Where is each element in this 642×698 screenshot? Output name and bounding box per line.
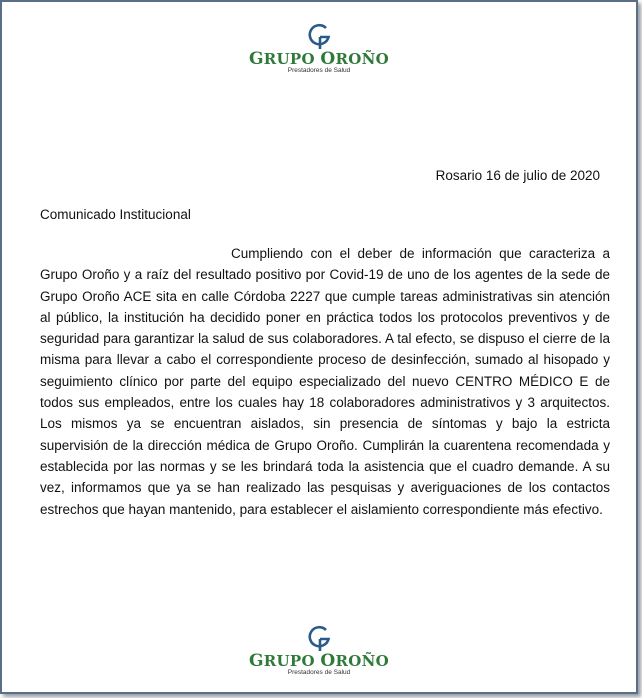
letter-subject: Comunicado Institucional bbox=[40, 207, 191, 222]
letter-date: Rosario 16 de julio de 2020 bbox=[435, 168, 600, 183]
logo-name: GRUPO OROÑO bbox=[248, 651, 390, 671]
logo-subtitle: Prestadores de Salud bbox=[287, 67, 351, 74]
footer-logo bbox=[2, 624, 636, 677]
grupo-orono-logo-icon bbox=[307, 624, 331, 652]
logo-name: GRUPO OROÑO bbox=[248, 49, 390, 69]
grupo-orono-logo-icon bbox=[307, 22, 331, 50]
header-logo bbox=[2, 22, 636, 75]
logo-subtitle: Prestadores de Salud bbox=[287, 669, 351, 676]
letter-body: Cumpliendo con el deber de información que caracteriza a Grupo Oroño y a raíz del resultado positivo por Covid-19 de uno de los agentes de la sede de Grupo Oroño ACE sita en calle Córdoba 2227 que cumple tareas administrativas sin atención al público, la institución ha decidido poner en práctica todos los protocolos preventivos y de seguridad para garantizar la salud de sus colaboradores. A tal efecto, se dispuso el cierre de la misma para llevar a cabo el correspondiente proceso de desinfección, sumado al hisopado y seguimiento clínico por parte del equipo especializado del nuevo CENTRO MÉDICO E de todos sus empleados, entre los cuales hay 18 colaboradores administrativos y 3 arquitectos. Los mismos ya se encuentran aislados, sin presencia de síntomas y bajo la estricta supervisión de la dirección médica de Grupo Oroño. Cumplirán la cuarentena recomendada y establecida por las normas y se les brindará toda la asistencia que el cuadro demande. A su vez, informamos que ya se han realizado las pesquisas y averiguaciones de los contactos estrechos que hayan mantenido, para establecer el aislamiento correspondiente más efectivo. bbox=[40, 246, 610, 517]
